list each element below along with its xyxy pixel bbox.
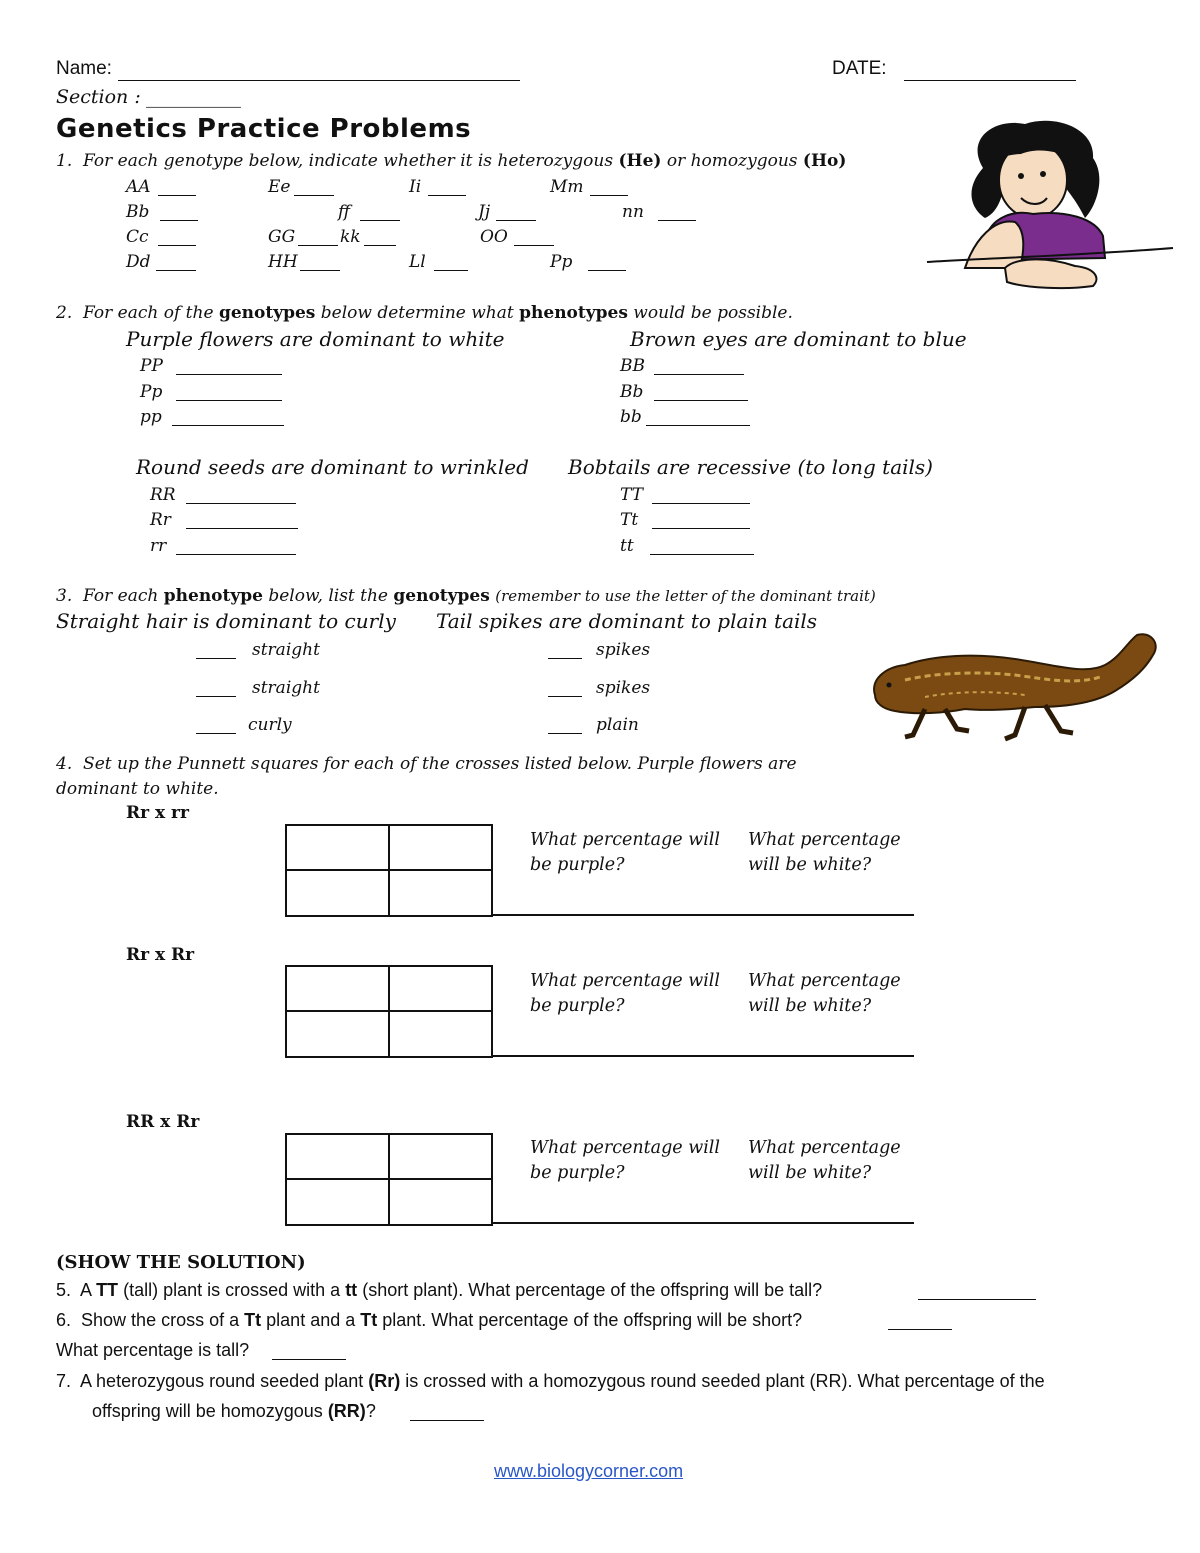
- q6-text: 6. Show the cross of a Tt plant and a Tt plant. What percentage of the offspring will be short?: [56, 1310, 803, 1330]
- phenotype-straight-1: straight: [252, 640, 320, 660]
- genotype-answer-straight-1[interactable]: [196, 658, 236, 659]
- cross-2-label: Rr x Rr: [126, 945, 195, 965]
- answer-bb[interactable]: [160, 220, 198, 221]
- genotype-answer-straight-2[interactable]: [196, 696, 236, 697]
- q7-text-line2: offspring will be homozygous (RR)?: [92, 1401, 376, 1421]
- phenotype-Pp[interactable]: [176, 400, 282, 401]
- genotype-answer-spikes-1[interactable]: [548, 658, 582, 659]
- phenotype-RR[interactable]: [186, 503, 296, 504]
- lizard-illustration: [865, 625, 1165, 750]
- cross-3-question-purple: What percentage will be purple?: [530, 1138, 720, 1183]
- genotype-rr: rr: [150, 536, 167, 556]
- date-field[interactable]: [904, 80, 1076, 81]
- genotype-gg: GG: [268, 227, 296, 247]
- genotype-hh: HH: [268, 252, 298, 272]
- page-title: Genetics Practice Problems: [56, 114, 472, 144]
- answer-ll[interactable]: [434, 270, 468, 271]
- trait-brown-eyes: Brown eyes are dominant to blue: [630, 327, 967, 351]
- q3-prompt: 3. For each phenotype below, list the genotypes (remember to use the letter of the dominant trait): [56, 586, 876, 606]
- punnett-square-2[interactable]: [285, 965, 493, 1058]
- phenotype-Bb[interactable]: [654, 400, 748, 401]
- genotype-oo: OO: [480, 227, 508, 247]
- trait-round-seeds: Round seeds are dominant to wrinkled: [136, 455, 529, 479]
- cross-3-label: RR x Rr: [126, 1112, 200, 1132]
- genotype-nn: nn: [622, 202, 644, 222]
- date-label: DATE:: [832, 58, 887, 79]
- genotype-dd: Dd: [126, 252, 151, 272]
- section-label: Section :: [56, 86, 141, 108]
- genotype-jj: Jj: [478, 202, 491, 222]
- answer-ii[interactable]: [428, 195, 466, 196]
- phenotype-rr[interactable]: [176, 554, 296, 555]
- cross-1-question-white: What percentage will be white?: [748, 830, 901, 875]
- answer-aa[interactable]: [158, 195, 196, 196]
- phenotype-TT[interactable]: [652, 503, 750, 504]
- phenotype-Rr[interactable]: [186, 528, 298, 529]
- q2-prompt: 2. For each of the genotypes below determine what phenotypes would be possible.: [56, 303, 793, 323]
- phenotype-pp[interactable]: [172, 425, 284, 426]
- answer-dd[interactable]: [156, 270, 196, 271]
- phenotype-spikes-2: spikes: [596, 678, 651, 698]
- answer-jj[interactable]: [496, 220, 536, 221]
- genotype-bb2: bb: [620, 407, 642, 427]
- answer-mm[interactable]: [590, 195, 628, 196]
- cross-3-question-white: What percentage will be white?: [748, 1138, 901, 1183]
- cross-1-answer-line[interactable]: [491, 914, 914, 916]
- answer-nn[interactable]: [658, 220, 696, 221]
- section-field[interactable]: __________: [146, 86, 241, 108]
- answer-cc[interactable]: [158, 245, 196, 246]
- phenotype-spikes-1: spikes: [596, 640, 651, 660]
- q6-answer-tall[interactable]: [272, 1359, 346, 1360]
- phenotype-Tt[interactable]: [652, 528, 750, 529]
- punnett-square-1[interactable]: [285, 824, 493, 917]
- q1-prompt: 1. For each genotype below, indicate whether it is heterozygous (He) or homozygous (Ho): [56, 151, 847, 171]
- genotype-aa: AA: [126, 177, 151, 197]
- phenotype-straight-2: straight: [252, 678, 320, 698]
- answer-ff[interactable]: [360, 220, 400, 221]
- genotype-cc: Cc: [126, 227, 149, 247]
- answer-ee[interactable]: [294, 195, 334, 196]
- cross-1-label: Rr x rr: [126, 803, 189, 823]
- punnett-square-3[interactable]: [285, 1133, 493, 1226]
- genotype-kk: kk: [340, 227, 361, 247]
- footer-link[interactable]: www.biologycorner.com: [494, 1461, 684, 1481]
- genotype-bb: Bb: [126, 202, 150, 222]
- genotype-ee: Ee: [268, 177, 291, 197]
- genotype-Bb: Bb: [620, 382, 644, 402]
- cross-2-question-white: What percentage will be white?: [748, 971, 901, 1016]
- phenotype-PP[interactable]: [176, 374, 282, 375]
- genotype-Rr: Rr: [150, 510, 171, 530]
- cross-2-answer-line[interactable]: [491, 1055, 914, 1057]
- genotype-Pp: Pp: [140, 382, 163, 402]
- phenotype-curly: curly: [248, 715, 292, 735]
- genotype-BB: BB: [620, 356, 645, 376]
- genotype-pp: Pp: [550, 252, 573, 272]
- genotype-RR: RR: [150, 485, 176, 505]
- q7-answer[interactable]: [410, 1420, 484, 1421]
- answer-kk[interactable]: [364, 245, 396, 246]
- genotype-answer-plain[interactable]: [548, 733, 582, 734]
- q6-answer-short[interactable]: [888, 1329, 952, 1330]
- answer-hh[interactable]: [300, 270, 340, 271]
- solution-heading: (SHOW THE SOLUTION): [56, 1252, 306, 1273]
- name-field[interactable]: [118, 80, 520, 81]
- trait-bobtails: Bobtails are recessive (to long tails): [568, 455, 933, 479]
- trait-purple-flowers: Purple flowers are dominant to white: [126, 327, 505, 351]
- q6-tall-text: What percentage is tall?: [56, 1340, 250, 1360]
- phenotype-bb[interactable]: [646, 425, 750, 426]
- q5-answer[interactable]: [918, 1299, 1036, 1300]
- genotype-tt: tt: [620, 536, 634, 556]
- trait-straight-hair: Straight hair is dominant to curly: [56, 609, 396, 633]
- phenotype-BB[interactable]: [654, 374, 744, 375]
- q4-prompt: 4. Set up the Punnett squares for each of the crosses listed below. Purple flowers are dominant to white.: [56, 754, 797, 799]
- genotype-TT: TT: [620, 485, 643, 505]
- genotype-ii: Ii: [409, 177, 422, 197]
- answer-gg[interactable]: [298, 245, 338, 246]
- genotype-mm: Mm: [550, 177, 584, 197]
- cross-2-question-purple: What percentage will be purple?: [530, 971, 720, 1016]
- q5-text: 5. A TT (tall) plant is crossed with a tt (short plant). What percentage of the offspring will be tall?: [56, 1280, 823, 1300]
- genotype-ll: Ll: [409, 252, 426, 272]
- q7-text: 7. A heterozygous round seeded plant (Rr) is crossed with a homozygous round seeded plant (RR). What percentage of the: [56, 1371, 1045, 1391]
- cross-3-answer-line[interactable]: [491, 1222, 914, 1224]
- genotype-pp2: pp: [140, 407, 162, 427]
- name-label: Name:: [56, 58, 112, 79]
- answer-pp[interactable]: [588, 270, 626, 271]
- genotype-answer-curly[interactable]: [196, 733, 236, 734]
- answer-oo[interactable]: [514, 245, 554, 246]
- cross-1-question-purple: What percentage will be purple?: [530, 830, 720, 875]
- phenotype-plain: plain: [596, 715, 639, 735]
- genotype-ff: ff: [338, 202, 351, 222]
- genotype-PP: PP: [140, 356, 163, 376]
- genotype-Tt: Tt: [620, 510, 639, 530]
- trait-tail-spikes: Tail spikes are dominant to plain tails: [436, 609, 818, 633]
- genotype-answer-spikes-2[interactable]: [548, 696, 582, 697]
- phenotype-tt[interactable]: [650, 554, 754, 555]
- girl-illustration: [925, 118, 1175, 293]
